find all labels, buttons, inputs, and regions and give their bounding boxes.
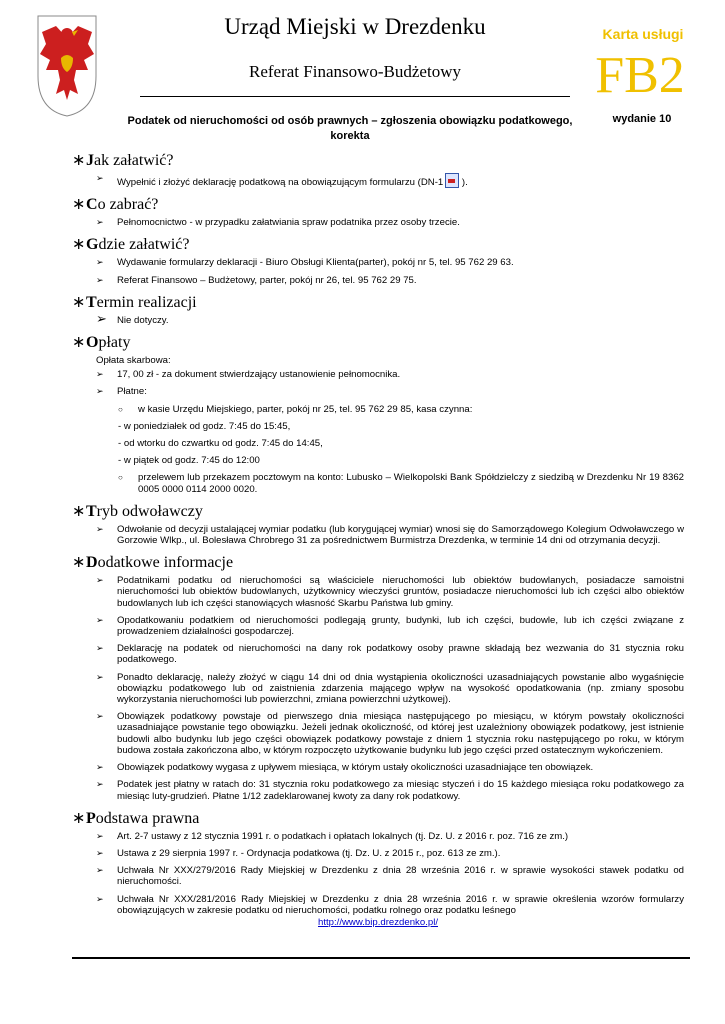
asterisk-icon: ∗ [72, 236, 86, 254]
arrow-bullet-icon: ➢ [96, 369, 104, 380]
list-item: ➢ Podatek jest płatny w ratach do: 31 stycznia roku podatkowego za miesiąc styczeń i do 15 każdego miesiąca roku podatkowego za miesiąc luty-grudzień. Płatne 1/12 zadeklarowanej kwoty za dany rok podatkowy. [96, 779, 684, 802]
asterisk-icon: ∗ [72, 502, 86, 520]
list-item: ➢ Odwołanie od decyzji ustalającej wymiar podatku (lub korygującej wymiar) wnosi się do Samorządowego Kolegium Odwoławczego w Gorzowie Wlkp., ul. Bolesława Chrobrego 31 za pośrednictwem Burmistrza Drezdenka, w terminie 14 dni od otrzymania decyzji. [96, 523, 684, 547]
list-item: ➢ Płatne: [96, 386, 147, 398]
asterisk-icon: ∗ [72, 152, 86, 169]
list-item: ➢ Uchwała Nr XXX/281/2016 Rady Miejskiej w Drezdenku z dnia 28 września 2016 r. w sprawie określenia wzorów formularzy obowiązujących w zakresie podatku od nieruchomości, podatku rolnego oraz podatku leśnego [96, 893, 684, 916]
circle-bullet-icon: ○ [118, 473, 123, 483]
arrow-bullet-icon: ➢ [96, 257, 104, 268]
list-item: ➢ Referat Finansowo – Budżetowy, parter, pokój nr 26, tel. 95 762 29 75. [96, 274, 417, 286]
arrow-bullet-icon: ➢ [96, 173, 104, 183]
section-jak [72, 150, 684, 188]
arrow-bullet-icon: ➢ [96, 865, 104, 876]
card-label: Karta usługi [602, 26, 684, 42]
section-heading: ∗Tryb odwoławczy [72, 502, 203, 520]
arrow-bullet-icon: ➢ [96, 217, 104, 228]
section-podstawa [72, 808, 684, 928]
asterisk-icon: ∗ [72, 809, 86, 827]
arrow-bullet-icon: ➢ [96, 779, 104, 790]
section-heading: ∗Co zabrać? [72, 196, 159, 214]
section-heading: ∗Podstawa prawna [72, 809, 200, 827]
arrow-bullet-icon: ➢ [96, 310, 107, 326]
list-item: ➢ Podatnikami podatku od nieruchomości są właściciele nieruchomości lub obiektów budowlanych, posiadacze samoistni nieruchomości lub obiektów budowlanych, użytkownicy wieczyści gruntów, posiadacze nieruchomości lub ich części albo obiektów budowlanych lub ich części stanowiących własność Skarbu Państwa lub gminy. [96, 575, 684, 609]
list-item: ➢ Nie dotyczy. [96, 310, 169, 326]
arrow-bullet-icon: ➢ [96, 893, 104, 904]
section-heading: ∗Opłaty [72, 334, 131, 352]
department-title: Referat Finansowo-Budżetowy [249, 62, 461, 81]
sub-item: ○ przelewem lub przekazem pocztowym na konto: Lubusko – Wielkopolski Bank Spółdzielczy z siedzibą w Drezdenku Nr 19 8362 0005 0000 0114 2000 0020. [118, 472, 684, 495]
edition-label: wydanie 10 [612, 113, 672, 125]
bip-link[interactable]: http://www.bip.drezdenko.pl/ [318, 916, 438, 928]
arrow-bullet-icon: ➢ [96, 643, 104, 654]
section-heading: ∗Dodatkowe informacje [72, 554, 234, 572]
hours-line: - od wtorku do czwartku od godz. 7:45 do 14:45, [118, 438, 323, 450]
city-crest-eagle-icon [36, 14, 98, 118]
list-item: ➢ Art. 2-7 ustawy z 12 stycznia 1991 r. o podatkach i opłatach lokalnych (tj. Dz. U. z 2016 r. poz. 716 ze zm.) [96, 830, 569, 842]
section-gdzie [72, 234, 684, 285]
section-termin [72, 292, 684, 326]
list-item: ➢ Wydawanie formularzy deklaracji - Biuro Obsługi Klienta(parter), pokój nr 5, tel. 95 762 29 63. [96, 257, 514, 269]
list-item: ➢ Ustawa z 29 sierpnia 1997 r. - Ordynacja podatkowa (tj. Dz. U. z 2015 r., poz. 613 ze zm.). [96, 847, 501, 859]
list-item: ➢ Uchwała Nr XXX/279/2016 Rady Miejskiej w Drezdenku z dnia 28 września 2016 r. w sprawie wysokości stawek podatku od nieruchomości. [96, 865, 684, 888]
arrow-bullet-icon: ➢ [96, 711, 104, 722]
section-tryb [72, 501, 684, 546]
list-item: ➢ 17, 00 zł - za dokument stwierdzający ustanowienie pełnomocnika. [96, 369, 401, 381]
arrow-bullet-icon: ➢ [96, 847, 104, 858]
fee-intro: Opłata skarbowa: [96, 355, 171, 367]
arrow-bullet-icon: ➢ [96, 830, 104, 841]
list-item: ➢ Obowiązek podatkowy powstaje od pierwszego dnia miesiąca następującego po miesiącu, w którym powstały okoliczności uzasadniające powstanie tego obowiązku. Jeżeli jednak okoliczność, od której jest uzależniony obowiązek podatkowy, jest istnienie budowli albo budynku lub jego części obowiązek podatkowy powstaje z dniem 1 stycznia roku następującego po roku, w którym budowa została zakończona albo, w którym rozpoczęto użytkowanie budynku lub jego części przed ostatecznym wykończeniem. [96, 711, 684, 756]
section-heading: ∗Gdzie załatwić? [72, 236, 190, 254]
arrow-bullet-icon: ➢ [96, 386, 104, 397]
list-item: ➢ Obowiązek podatkowy wygasa z upływem miesiąca, w którym ustały okoliczności uzasadniające ten obowiązek. [96, 762, 594, 774]
arrow-bullet-icon: ➢ [96, 762, 104, 773]
section-dodatkowe [72, 552, 684, 801]
section-heading: ∗Jak załatwić? [72, 152, 174, 169]
circle-bullet-icon: ○ [118, 404, 123, 414]
header-divider [140, 96, 570, 97]
footer-divider [72, 957, 690, 959]
hours-line: - w piątek od godz. 7:45 do 12:00 [118, 455, 260, 467]
arrow-bullet-icon: ➢ [96, 523, 104, 534]
office-title: Urząd Miejski w Drezdenku [224, 14, 486, 39]
card-code: FB2 [595, 47, 685, 104]
section-heading: ∗Termin realizacji [72, 293, 197, 311]
list-item: ➢ Opodatkowaniu podatkiem od nieruchomości podlegają grunty, budynki, lub ich części, budowle, lub ich części związane z prowadzeniem działalności gospodarczej. [96, 614, 684, 638]
asterisk-icon: ∗ [72, 293, 86, 311]
sub-item: ○ w kasie Urzędu Miejskiego, parter, pokój nr 25, tel. 95 762 29 85, kasa czynna: [118, 403, 473, 415]
arrow-bullet-icon: ➢ [96, 274, 104, 285]
asterisk-icon: ∗ [72, 554, 86, 572]
list-item: ➢ Deklarację na podatek od nieruchomości na dany rok podatkowy osoby prawne składają bez wezwania do 31 stycznia roku podatkowego. [96, 643, 684, 666]
arrow-bullet-icon: ➢ [96, 575, 104, 586]
list-item: ➢ Pełnomocnictwo - w przypadku załatwiania spraw podatnika przez osoby trzecie. [96, 217, 460, 229]
list-item: ➢ Ponadto deklarację, należy złożyć w ciągu 14 dni od dnia wystąpienia okoliczności uzasadniających powstanie albo wygaśnięcie obowiązku podatkowego lub od zaistnienia zdarzenia mającego wpływ na wysokość opodatkowania (np. zmiany sposobu wykorzystania nieruchomości lub powierzchni, zmiana powierzchni użytkowej). [96, 671, 684, 706]
section-co [72, 194, 684, 228]
list-item: ➢ Wypełnić i złożyć deklarację podatkową na obowiązującym formularzu (DN-1 ). [96, 173, 468, 188]
document-subject: Podatek od nieruchomości od osób prawnych – zgłoszenia obowiązku podatkowego, korekta [127, 115, 573, 142]
asterisk-icon: ∗ [72, 334, 86, 352]
hours-line: - w poniedziałek od godz. 7:45 do 15:45, [118, 420, 291, 432]
pdf-file-icon[interactable] [445, 173, 459, 188]
asterisk-icon: ∗ [72, 196, 86, 214]
document-body [72, 150, 684, 928]
arrow-bullet-icon: ➢ [96, 671, 104, 682]
section-oplaty [72, 332, 684, 495]
arrow-bullet-icon: ➢ [96, 614, 104, 625]
